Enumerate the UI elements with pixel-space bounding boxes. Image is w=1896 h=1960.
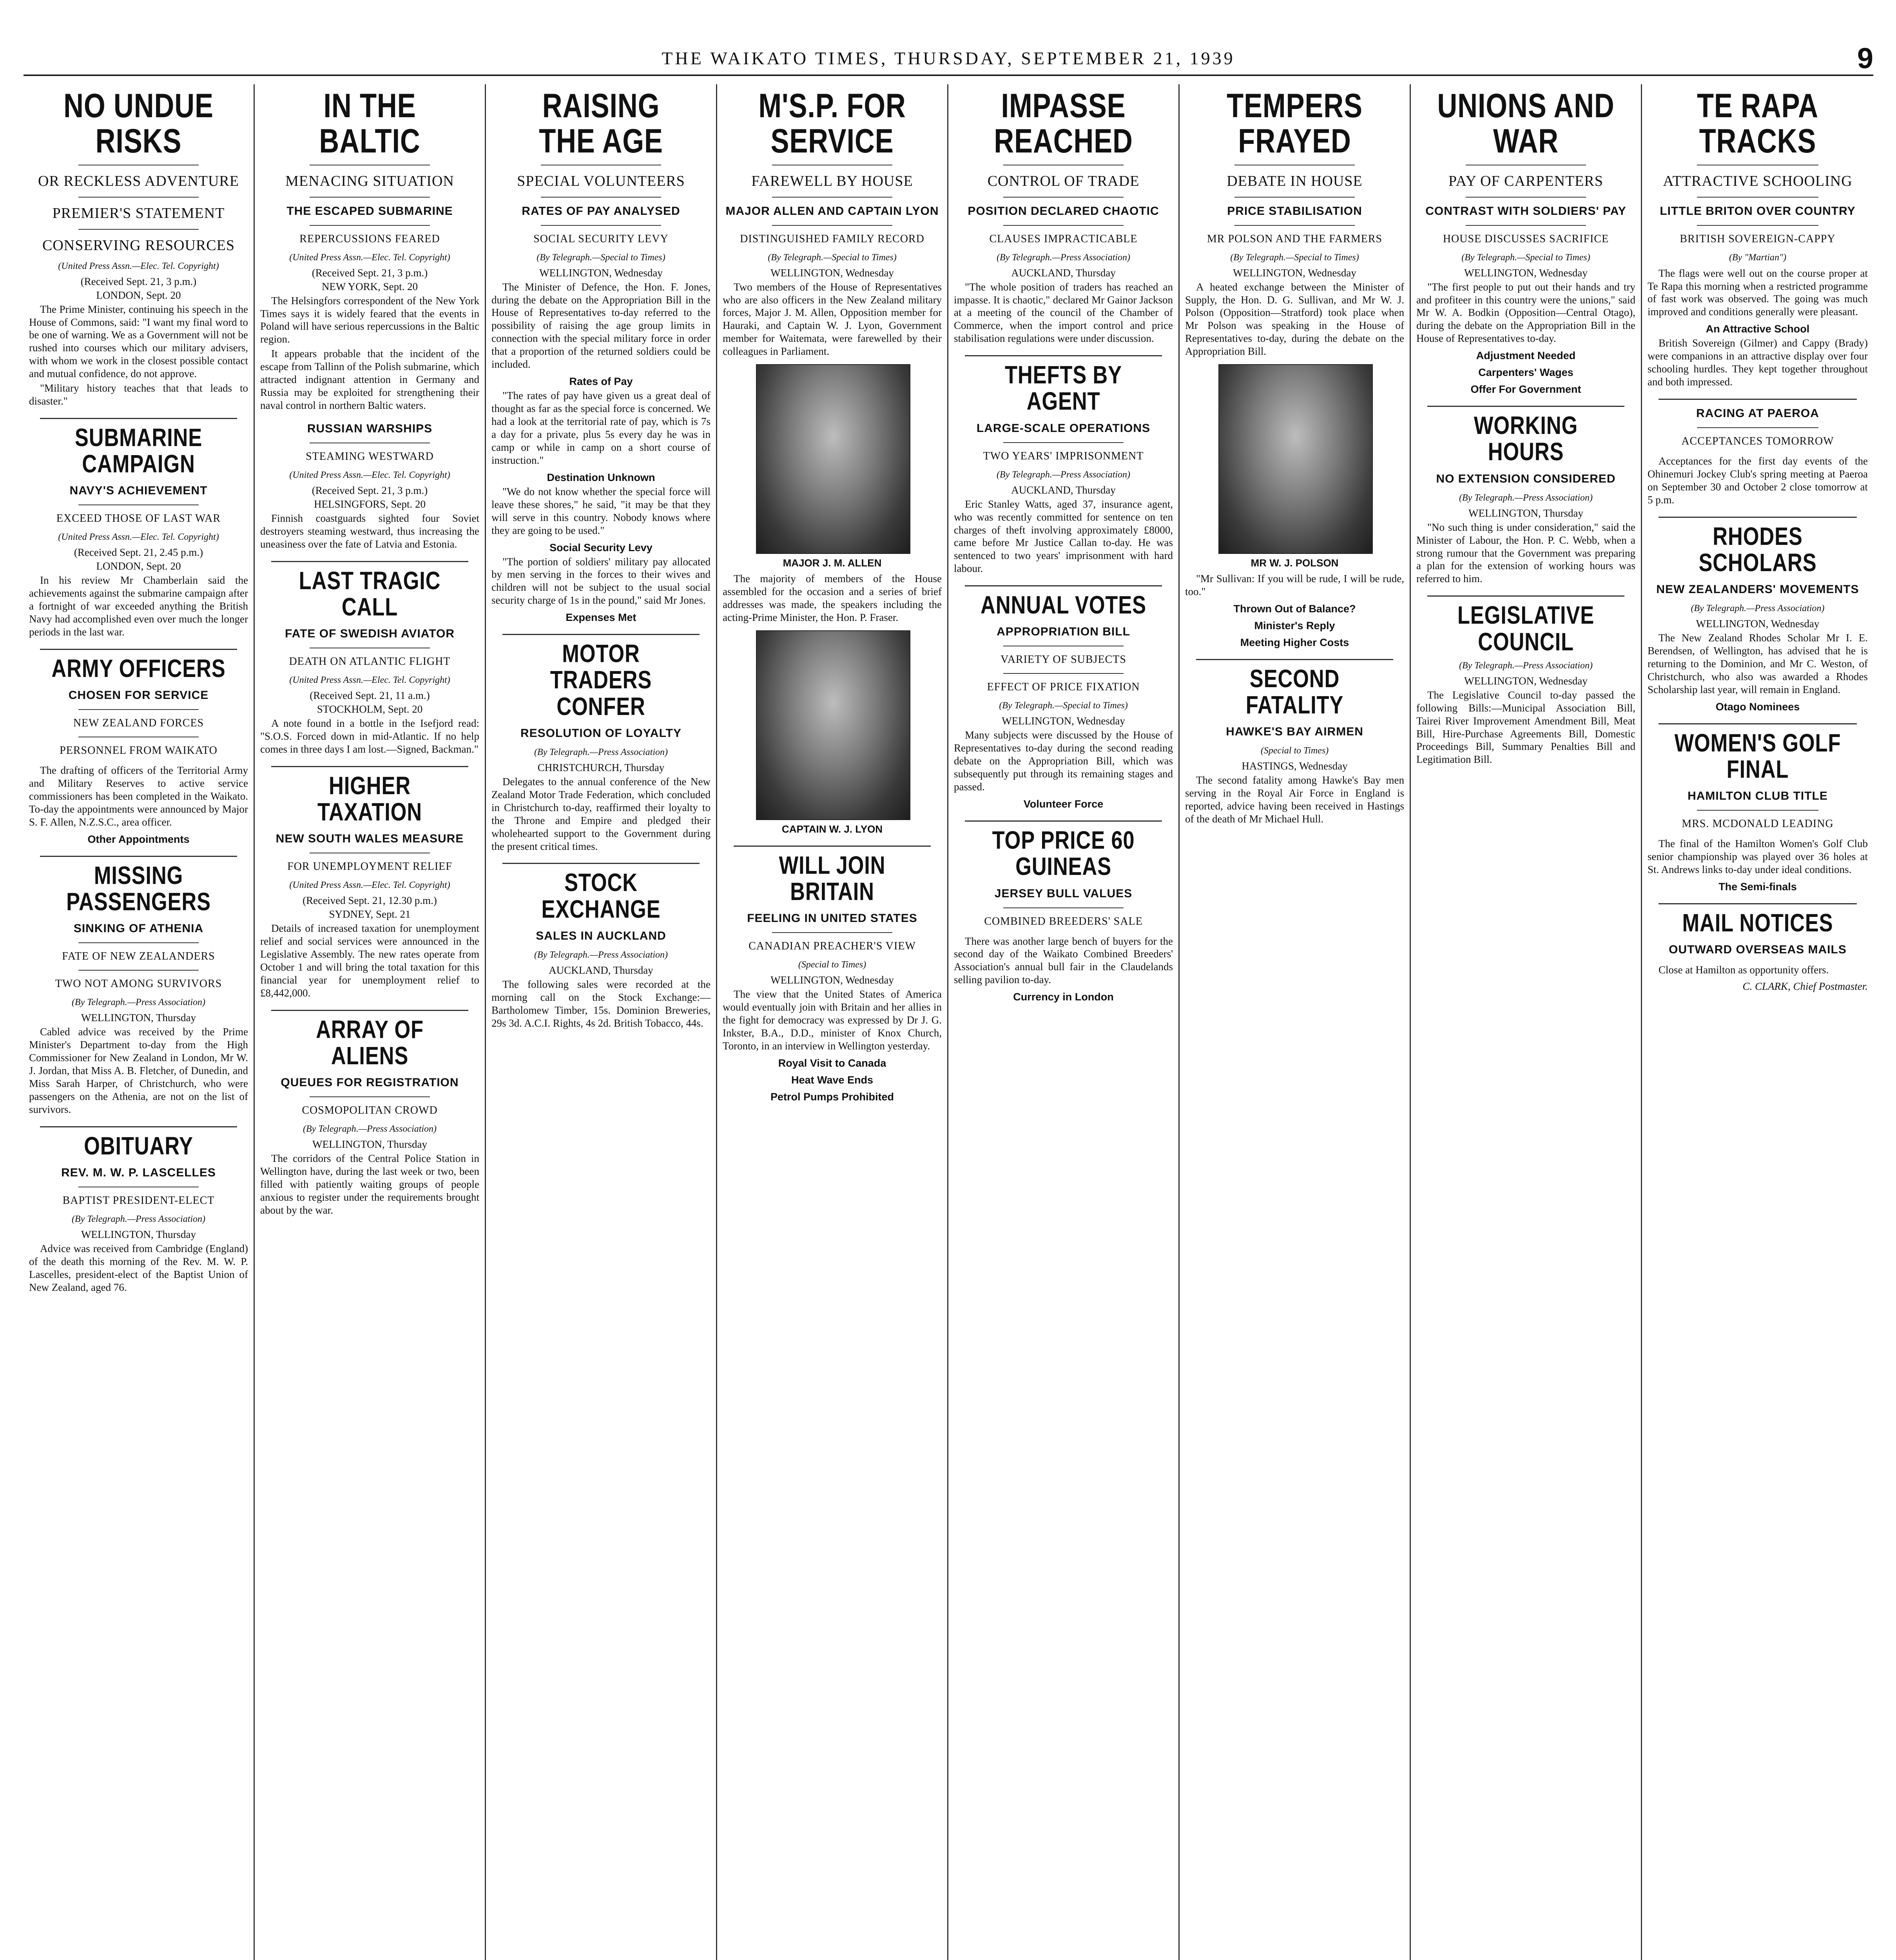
headline: RHODES SCHOLARS: [1698, 522, 1817, 577]
received-line: (Received Sept. 21, 2.45 p.m.): [74, 546, 203, 559]
wire-credit: (By Telegraph.—Press Association): [534, 949, 668, 960]
body-paragraph: A heated exchange between the Minister of Supply, the Hon. D. G. Sullivan, and Mr W. J. Polson (Opposition—Stratford) took place when Mr Polson was speaking in the House of Representatives to-day, during the debate on the Appropriation Bill.: [1185, 281, 1404, 358]
article-last-tragic-call: [260, 568, 479, 756]
dateline: WELLINGTON, Wednesday: [539, 267, 663, 279]
body-paragraph: "The whole position of traders has reached an impasse. It is chaotic," declared Mr Gainor Jackson at a meeting of the council of the Chamber of Commerce, when the import control and price stabilisation regulations were under discussion.: [954, 281, 1173, 345]
article-will-join-britain: [723, 852, 942, 1103]
body-paragraph: Finnish coastguards sighted four Soviet destroyers steaming westward, thus increasing the uneasiness over the fate of Latvia and Estonia.: [260, 512, 479, 550]
article-russian-warships: [260, 422, 479, 551]
deck: CONSERVING RESOURCES: [42, 237, 235, 254]
body-paragraph: "The rates of pay have given us a great deal of thought as far as the special force is concerned. We had a look at the territorial rate of pay, which is 7s a day for a private, plus 5s every day he was in camp or while in camp on a short course of instruction.": [491, 390, 711, 466]
article-second-fatality: [1185, 666, 1404, 826]
portrait-photo: [756, 364, 909, 569]
headline: NO UNDUE RISKS: [63, 87, 214, 160]
wire-credit: (By "Martian"): [1729, 252, 1787, 263]
wire-credit: (By Telegraph.—Press Association): [1459, 492, 1593, 503]
dateline: SYDNEY, Sept. 21: [329, 908, 411, 920]
subheading: An Attractive School: [1706, 323, 1810, 335]
wire-credit: (By Telegraph.—Special to Times): [999, 701, 1128, 711]
column-2: [255, 84, 486, 1960]
headline: ANNUAL VOTES: [981, 591, 1146, 619]
headline: WOMEN'S GOLF FINAL: [1674, 728, 1841, 784]
body-paragraph: It appears probable that the incident of the escape from Tallinn of the Polish submarine, which attracted indignant attention in Germany and Russia may be exploited for strengthening their naval control in northern Baltic waters.: [260, 348, 479, 412]
deck: RACING AT PAEROA: [1696, 407, 1819, 420]
dateline: CHRISTCHURCH, Thursday: [537, 761, 665, 773]
body-paragraph: "The first people to put out their hands and try and profiteer in this country were the unions," said Mr W. A. Bodkin (Opposition—Central Otago), during the debate on the Appropriation Bill in the House of Representatives to-day.: [1416, 281, 1635, 345]
deck: COSMOPOLITAN CROWD: [302, 1104, 438, 1117]
subheading: Expenses Met: [566, 612, 636, 624]
photo-caption: CAPTAIN W. J. LYON: [781, 823, 883, 835]
body-paragraph: Acceptances for the first day events of the Ohinemuri Jockey Club's spring meeting at Paeroa on September 30 and October 2 close tomorrow at 5 p.m.: [1648, 455, 1868, 506]
deck: NEW ZEALAND FORCES: [73, 717, 204, 730]
deck: CANADIAN PREACHER'S VIEW: [749, 940, 916, 953]
body-paragraph: "Military history teaches that that leads to disaster.": [29, 382, 248, 407]
dateline: NEW YORK, Sept. 20: [321, 280, 418, 292]
article-no-undue-risks: [29, 88, 248, 408]
deck: HAWKE'S BAY AIRMEN: [1226, 725, 1363, 739]
received-line: (Received Sept. 21, 3 p.m.): [80, 275, 197, 287]
deck: JERSEY BULL VALUES: [994, 887, 1133, 900]
deck: FOR UNEMPLOYMENT RELIEF: [287, 860, 452, 873]
body-paragraph: There was another large bench of buyers for the second day of the Waikato Combined Breeders' Association's annual bull fair in the Claudelands selling pavilion to-day.: [954, 935, 1173, 986]
article-raising-the-age: [491, 88, 711, 624]
body-paragraph: Advice was received from Cambridge (England) of the death this morning of the Rev. M. W. P. Lascelles, president-elect of the Baptist Union of New Zealand, aged 76.: [29, 1243, 248, 1293]
portrait-photo: [756, 630, 909, 835]
dateline: WELLINGTON, Wednesday: [1233, 267, 1356, 279]
headline: WILL JOIN BRITAIN: [779, 851, 886, 906]
wire-credit: (By Telegraph.—Press Association): [71, 1214, 206, 1225]
dateline: WELLINGTON, Thursday: [81, 1012, 196, 1024]
article-thefts-by-agent: [954, 362, 1173, 575]
body-paragraph: The Minister of Defence, the Hon. F. Jones, during the debate on the Appropriation Bill in the House of Representatives to-day referred to the possibility of raising the age group limits in connection with the special military force in order that a proportion of the returned soldiers could be included.: [491, 281, 711, 370]
deck: OR RECKLESS ADVENTURE: [38, 172, 239, 189]
headline: M'S.P. FOR SERVICE: [758, 87, 906, 160]
body-paragraph: The view that the United States of America would eventually join with Britain and her allies in the fight for democracy was expressed by Dr J. G. Inkster, B.A., D.D., minister of Knox Church, Toronto, in an interview in Wellington yesterday.: [723, 988, 942, 1052]
headline: RAISING THE AGE: [539, 87, 663, 160]
dateline: WELLINGTON, Thursday: [81, 1229, 196, 1241]
dateline: AUCKLAND, Thursday: [549, 964, 653, 976]
page-number: 9: [1857, 42, 1873, 74]
deck: COMBINED BREEDERS' SALE: [984, 915, 1143, 927]
deck: MAJOR ALLEN AND CAPTAIN LYON: [725, 204, 939, 218]
deck: REPERCUSSIONS FEARED: [299, 232, 440, 245]
body-paragraph: The Prime Minister, continuing his speech in the House of Commons, said: "I want my final word to be one of warning. We as a Government will not be rushed into courses which our military advisers, with whom we work in the closest possible contact and mutual confidence, do not approve.: [29, 303, 248, 380]
deck: EXCEED THOSE OF LAST WAR: [56, 512, 221, 525]
body-paragraph: The second fatality among Hawke's Bay men serving in the Royal Air Force in England is reported, advice having been received in Hastings of the death of Mr Michael Hull.: [1185, 774, 1404, 825]
body-paragraph: A note found in a bottle in the Isefjord read: "S.O.S. Forced down in mid-Atlantic. If no help comes in three days I am lost.—Signed, Backman.": [260, 717, 479, 755]
dateline: WELLINGTON, Wednesday: [1002, 715, 1125, 727]
deck: FATE OF SWEDISH AVIATOR: [285, 627, 455, 641]
signoff: C. CLARK, Chief Postmaster.: [1742, 980, 1868, 993]
received-line: (Received Sept. 21, 3 p.m.): [312, 267, 428, 279]
deck: FATE OF NEW ZEALANDERS: [62, 950, 215, 963]
deck: SOCIAL SECURITY LEVY: [533, 232, 669, 245]
deck: FEELING IN UNITED STATES: [747, 912, 917, 925]
wire-credit: (Special to Times): [798, 960, 866, 970]
wire-credit: (By Telegraph.—Press Association): [303, 1124, 437, 1134]
wire-credit: (By Telegraph.—Press Association): [71, 997, 206, 1008]
wire-credit: (By Telegraph.—Press Association): [534, 747, 668, 757]
wire-credit: (By Telegraph.—Press Association): [996, 469, 1131, 480]
headline: TEMPERS FRAYED: [1227, 87, 1363, 160]
subheading: Meeting Higher Costs: [1240, 637, 1349, 649]
deck: QUEUES FOR REGISTRATION: [281, 1076, 459, 1089]
body-paragraph: Delegates to the annual conference of the New Zealand Motor Trade Federation, which concluded in Christchurch to-day, reaffirmed their loyalty to the Throne and Empire and pledged their wholehearted support to the Government during the present critical times.: [491, 775, 711, 852]
body-paragraph: Close at Hamilton as opportunity offers.: [1659, 964, 1829, 976]
deck: PERSONNEL FROM WAIKATO: [60, 744, 218, 757]
body-paragraph: The final of the Hamilton Women's Golf Club senior championship was played over 36 holes at St. Andrews links to-day under ideal conditions.: [1648, 838, 1868, 876]
article-army-officers: [29, 655, 248, 846]
deck: CONTRAST WITH SOLDIERS' PAY: [1425, 204, 1626, 218]
wire-credit: (United Press Assn.—Elec. Tel. Copyright): [58, 261, 219, 271]
body-paragraph: Many subjects were discussed by the House of Representatives to-day during the second reading debate on the Appropriation Bill, which was subsequently put through its remaining stages and passed.: [954, 729, 1173, 793]
deck: PAY OF CARPENTERS: [1448, 172, 1604, 189]
body-paragraph: "The portion of soldiers' military pay allocated by men serving in the forces to their wives and children will not be subject to the usual social security charge of 1s in the pound," said Mr Jones.: [491, 555, 711, 606]
headline: TE RAPA TRACKS: [1697, 87, 1819, 160]
article-unions-and-war: [1416, 88, 1635, 396]
deck: TWO YEARS' IMPRISONMENT: [983, 450, 1144, 462]
dateline: WELLINGTON, Wednesday: [1696, 618, 1820, 630]
article-top-price: [954, 827, 1173, 1003]
column-5: [948, 84, 1180, 1960]
deck: BAPTIST PRESIDENT-ELECT: [62, 1194, 215, 1207]
subheading: Adjustment Needed: [1476, 350, 1576, 362]
masthead: [24, 39, 1873, 76]
deck: SINKING OF ATHENIA: [73, 922, 204, 935]
article-mail-notices: [1648, 910, 1868, 993]
dateline: WELLINGTON, Thursday: [1468, 507, 1583, 519]
article-missing-passengers: [29, 862, 248, 1116]
subheading: Petrol Pumps Prohibited: [770, 1091, 894, 1103]
subheading: Social Security Levy: [549, 541, 653, 554]
body-paragraph: The Legislative Council to-day passed the following Bills:—Municipal Association Bill, Tairei River Improvement Amendment Bill, Meat Bill, Hire-Purchase Agreements Bill, Domestic Proceedings Bill, Summary Penalties Bill and Legitimation Bill.: [1416, 689, 1635, 766]
headline: SECOND FATALITY: [1245, 664, 1344, 719]
deck: DEATH ON ATLANTIC FLIGHT: [289, 655, 451, 668]
headline: THEFTS BY AGENT: [1005, 361, 1122, 416]
deck: RATES OF PAY ANALYSED: [522, 204, 680, 218]
subheading: Otago Nominees: [1715, 701, 1800, 713]
headline: HIGHER TAXATION: [317, 771, 422, 826]
subheading: Offer For Government: [1470, 383, 1581, 396]
deck: SPECIAL VOLUNTEERS: [517, 172, 685, 189]
article-impasse-reached: [954, 88, 1173, 345]
deck: ACCEPTANCES TOMORROW: [1681, 435, 1834, 448]
article-annual-votes: [954, 592, 1173, 810]
wire-credit: (United Press Assn.—Elec. Tel. Copyright): [289, 675, 450, 686]
article-higher-taxation: [260, 773, 479, 1000]
column-7: [1411, 84, 1642, 1960]
dateline: HASTINGS, Wednesday: [1242, 760, 1348, 772]
body-paragraph: "We do not know whether the special force will leave these shores," he said, "it may be that they will serve in this country. Nobody knows where they are going to be used.": [491, 485, 711, 536]
article-columns: [24, 84, 1873, 1960]
deck: NO EXTENSION CONSIDERED: [1436, 472, 1616, 485]
photo-caption: MR W. J. POLSON: [1251, 557, 1339, 569]
dateline: LONDON, Sept. 20: [96, 289, 181, 301]
headline: MAIL NOTICES: [1682, 909, 1833, 937]
deck: ATTRACTIVE SCHOOLING: [1663, 172, 1852, 189]
deck: PREMIER'S STATEMENT: [52, 205, 225, 221]
deck: MRS. MCDONALD LEADING: [1682, 818, 1834, 830]
deck: NEW ZEALANDERS' MOVEMENTS: [1656, 583, 1859, 596]
deck: LITTLE BRITON OVER COUNTRY: [1660, 204, 1856, 218]
deck: OUTWARD OVERSEAS MAILS: [1669, 943, 1847, 956]
deck: VARIETY OF SUBJECTS: [1001, 653, 1126, 666]
wire-credit: (By Telegraph.—Special to Times): [1230, 252, 1359, 263]
article-submarine-campaign: [29, 425, 248, 639]
article-in-the-baltic: [260, 88, 479, 412]
dateline: LONDON, Sept. 20: [96, 560, 181, 572]
headline: OBITUARY: [84, 1131, 193, 1160]
headline: STOCK EXCHANGE: [541, 868, 661, 923]
column-4: [717, 84, 948, 1960]
portrait-image: [756, 364, 910, 554]
article-motor-traders-confer: [491, 641, 711, 853]
received-line: (Received Sept. 21, 12.30 p.m.): [303, 895, 437, 907]
portrait-image: [1218, 364, 1373, 554]
dateline: AUCKLAND, Thursday: [1011, 267, 1116, 279]
body-paragraph: The majority of members of the House assembled for the occasion and a series of brief addresses was made, the speakers including the acting-Prime Minister, the Hon. P. Fraser.: [723, 573, 942, 624]
wire-credit: (By Telegraph.—Press Association): [1459, 660, 1593, 671]
deck: LARGE-SCALE OPERATIONS: [976, 421, 1151, 435]
column-8: [1642, 84, 1873, 1960]
wire-credit: (By Telegraph.—Special to Times): [537, 252, 665, 263]
subheading: Rates of Pay: [569, 376, 633, 388]
column-1: [24, 84, 255, 1960]
subheading: Carpenters' Wages: [1478, 367, 1573, 379]
headline: WORKING HOURS: [1474, 411, 1578, 466]
headline: LAST TRAGIC CALL: [299, 566, 441, 621]
headline: ARMY OFFICERS: [51, 654, 226, 683]
deck: RUSSIAN WARSHIPS: [307, 422, 433, 436]
wire-credit: (By Telegraph.—Press Association): [1691, 603, 1825, 614]
headline: TOP PRICE 60 GUINEAS: [992, 826, 1135, 881]
deck: HAMILTON CLUB TITLE: [1688, 789, 1828, 803]
subheading: Currency in London: [1013, 991, 1114, 1003]
subheading: Destination Unknown: [547, 471, 655, 483]
body-paragraph: The corridors of the Central Police Station in Wellington have, during the last week or two, been filled with patiently waiting groups of people anxious to register under the requirements brought about by the war.: [260, 1152, 479, 1216]
masthead-title: THE WAIKATO TIMES, THURSDAY, SEPTEMBER 21, 1939: [662, 48, 1235, 68]
body-paragraph: "Mr Sullivan: If you will be rude, I will be rude, too.": [1185, 573, 1404, 598]
wire-credit: (By Telegraph.—Special to Times): [768, 252, 897, 263]
article-working-hours: [1416, 412, 1635, 585]
received-line: (Received Sept. 21, 11 a.m.): [310, 690, 430, 702]
subheading: The Semi-finals: [1718, 881, 1797, 893]
wire-credit: (United Press Assn.—Elec. Tel. Copyright): [58, 532, 219, 543]
dateline: STOCKHOLM, Sept. 20: [317, 703, 423, 715]
headline: SUBMARINE CAMPAIGN: [74, 423, 203, 478]
body-paragraph: Eric Stanley Watts, aged 37, insurance agent, who was recently committed for sentence on ten charges of theft involving approximately £8000, came before Mr Justice Callan to-day. He was sentenced to two years' imprisonment with hard labour.: [954, 498, 1173, 575]
article-mps-for-service: [723, 88, 942, 835]
body-paragraph: British Sovereign (Gilmer) and Cappy (Brady) were companions in an attractive display over four schooling hurdles. They kept together throughout and both impressed.: [1648, 337, 1868, 388]
wire-credit: (By Telegraph.—Press Association): [996, 252, 1131, 263]
photo-caption: MAJOR J. M. ALLEN: [783, 557, 882, 569]
deck: RESOLUTION OF LOYALTY: [520, 726, 682, 740]
headline: LEGISLATIVE COUNCIL: [1457, 601, 1595, 656]
deck: BRITISH SOVEREIGN-CAPPY: [1680, 232, 1836, 245]
deck: DISTINGUISHED FAMILY RECORD: [740, 232, 924, 245]
headline: IN THE BALTIC: [319, 87, 421, 160]
dateline: AUCKLAND, Thursday: [1011, 484, 1116, 496]
deck: NAVY'S ACHIEVEMENT: [69, 484, 208, 497]
dateline: WELLINGTON, Wednesday: [1464, 675, 1588, 687]
wire-credit: (United Press Assn.—Elec. Tel. Copyright): [289, 880, 450, 891]
subheading: Other Appointments: [87, 833, 190, 846]
body-paragraph: "No such thing is under consideration," said the Minister of Labour, the Hon. P. C. Webb, when a strong rumour that the Government was preparing a plan for the extension of working hours was referred to him.: [1416, 521, 1635, 585]
portrait-photo: [1218, 364, 1371, 569]
headline: UNIONS AND WAR: [1437, 87, 1615, 160]
article-rhodes-scholars: [1648, 523, 1868, 713]
article-array-of-aliens: [260, 1016, 479, 1217]
article-te-rapa-tracks: [1648, 88, 1868, 388]
body-paragraph: Cabled advice was received by the Prime Minister's Department to-day from the High Commissioner for New Zealand in London, Mr W. J. Jordan, that Miss A. B. Fletcher, of Dunedin, and Miss Sarah Harper, of Christchurch, who were passengers on the Athenia, are not on the list of survivors.: [29, 1026, 248, 1116]
deck: THE ESCAPED SUBMARINE: [286, 204, 453, 218]
article-racing-at-paeroa: [1648, 407, 1868, 506]
body-paragraph: The flags were well out on the course proper at Te Rapa this morning when a restricted programme of fast work was observed. The going was much improved and conditions generally were pleasant.: [1648, 267, 1868, 318]
deck: TWO NOT AMONG SURVIVORS: [55, 978, 222, 990]
deck: PRICE STABILISATION: [1227, 204, 1362, 218]
body-paragraph: The New Zealand Rhodes Scholar Mr I. E. Berendsen, of Wellington, has advised that he is returning to the Dominion, and Mr C. Weston, of Christchurch, who also was awarded a Rhodes Scholarship last year, will remain in England.: [1648, 632, 1868, 695]
wire-credit: (By Telegraph.—Special to Times): [1461, 252, 1590, 263]
column-6: [1180, 84, 1411, 1960]
wire-credit: (United Press Assn.—Elec. Tel. Copyright): [289, 470, 450, 481]
article-stock-exchange: [491, 869, 711, 1029]
deck: NEW SOUTH WALES MEASURE: [276, 832, 464, 846]
subheading: Thrown Out of Balance?: [1233, 603, 1356, 615]
deck: REV. M. W. P. LASCELLES: [61, 1166, 216, 1180]
dateline: WELLINGTON, Wednesday: [770, 974, 894, 986]
portrait-image: [756, 630, 910, 820]
dateline: WELLINGTON, Wednesday: [1464, 267, 1588, 279]
deck: EFFECT OF PRICE FIXATION: [987, 681, 1140, 693]
deck: CLAUSES IMPRACTICABLE: [989, 232, 1138, 245]
deck: POSITION DECLARED CHAOTIC: [968, 204, 1159, 218]
dateline: WELLINGTON, Thursday: [312, 1138, 427, 1151]
wire-credit: (United Press Assn.—Elec. Tel. Copyright): [289, 252, 450, 263]
headline: MISSING PASSENGERS: [66, 861, 211, 916]
body-paragraph: The following sales were recorded at the morning call on the Stock Exchange:—Bartholomew Timber, 15s. Dominion Breweries, 29s 3d. A.C.I. Rights, 4s 2d. British Tobacco, 44s.: [491, 978, 711, 1029]
body-paragraph: The Helsingfors correspondent of the New York Times says it is widely feared that the events in Poland will have serious repercussions in the Baltic region.: [260, 294, 479, 345]
article-tempers-frayed: [1185, 88, 1404, 649]
subheading: Minister's Reply: [1254, 620, 1335, 632]
deck: CONTROL OF TRADE: [987, 172, 1140, 189]
headline: IMPASSE REACHED: [994, 87, 1133, 160]
body-paragraph: Details of increased taxation for unemployment relief and social services were announced in the Legislative Assembly. The new rates operate from October 1 and will bring the total taxation for this financial year for unemployment relief to £8,442,000.: [260, 922, 479, 999]
deck: FAREWELL BY HOUSE: [751, 172, 913, 189]
article-obituary: [29, 1133, 248, 1294]
dateline: WELLINGTON, Wednesday: [770, 267, 894, 279]
body-paragraph: Two members of the House of Representatives who are also officers in the New Zealand military forces, Major J. M. Allen, Opposition member for Hauraki, and Captain W. J. Lyon, Government member for Waitemata, were farewelled by their colleagues in Parliament.: [723, 281, 942, 358]
headline: ARRAY OF ALIENS: [316, 1015, 424, 1070]
subheading: Royal Visit to Canada: [778, 1057, 886, 1069]
body-paragraph: The drafting of officers of the Territorial Army and Military Reserves to active service commissioners has been completed in the Waikato. To-day the appointments were announced by Major S. F. Allen, N.Z.S.C., area officer.: [29, 764, 248, 828]
subheading: Heat Wave Ends: [791, 1074, 874, 1086]
deck: HOUSE DISCUSSES SACRIFICE: [1443, 232, 1609, 245]
wire-credit: (Special to Times): [1260, 746, 1329, 756]
deck: MENACING SITUATION: [285, 172, 454, 189]
received-line: (Received Sept. 21, 3 p.m.): [312, 485, 428, 497]
deck: MR POLSON AND THE FARMERS: [1207, 232, 1383, 245]
dateline: HELSINGFORS, Sept. 20: [314, 498, 426, 510]
deck: CHOSEN FOR SERVICE: [68, 689, 209, 702]
deck: SALES IN AUCKLAND: [536, 929, 666, 942]
article-legislative-council: [1416, 602, 1635, 766]
body-paragraph: In his review Mr Chamberlain said the achievements against the submarine campaign after a fortnight of war exceeded anything the British Navy had accomplished even over much the longer periods in the last war.: [29, 574, 248, 638]
headline: MOTOR TRADERS CONFER: [550, 639, 652, 720]
deck: DEBATE IN HOUSE: [1227, 172, 1363, 189]
column-3: [486, 84, 717, 1960]
deck: STEAMING WESTWARD: [306, 450, 434, 463]
deck: APPROPRIATION BILL: [997, 625, 1130, 639]
subheading: Volunteer Force: [1023, 798, 1104, 810]
article-womens-golf-final: [1648, 730, 1868, 893]
